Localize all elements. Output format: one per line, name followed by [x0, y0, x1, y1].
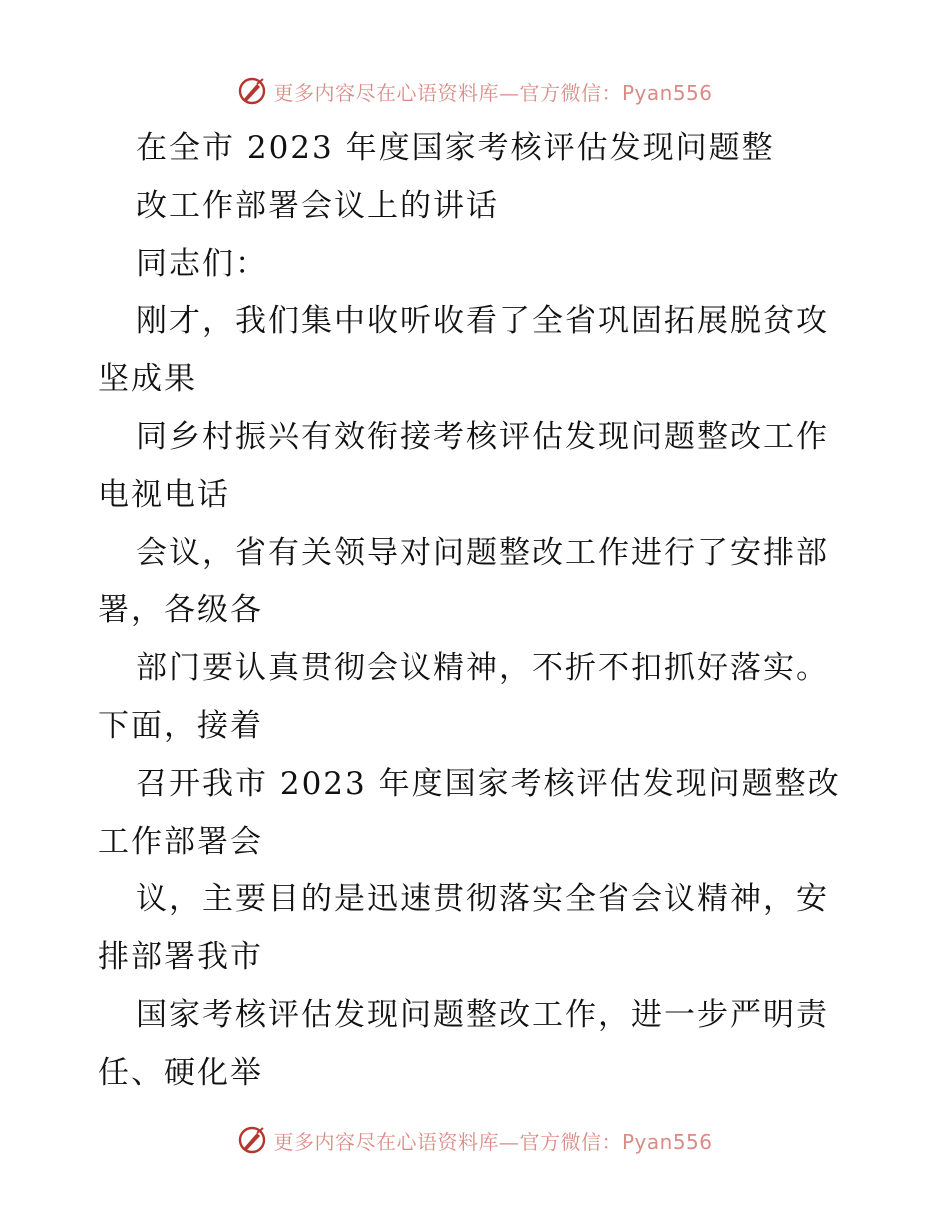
- body-line: 排部署我市: [98, 939, 263, 976]
- salutation: 同志们：: [136, 245, 268, 282]
- title-line-2: 改工作部署会议上的讲话: [136, 187, 499, 224]
- body-line: 国家考核评估发现问题整改工作，进一步严明责: [136, 996, 829, 1033]
- quill-pen-circle-icon: [237, 1125, 267, 1155]
- body-line: 刚才，我们集中收听收看了全省巩固拓展脱贫攻: [136, 303, 829, 340]
- watermark-text: 更多内容尽在心语资料库—官方微信：Pyan556: [273, 80, 713, 105]
- body-line: 任、硬化举: [98, 1054, 263, 1091]
- header-watermark: [0, 71, 950, 111]
- body-line: 部门要认真贯彻会议精神，不折不扣抓好落实。: [136, 650, 829, 687]
- watermark-text: 更多内容尽在心语资料库—官方微信：Pyan556: [273, 1129, 713, 1154]
- watermark-wechat-id: Pyan556: [621, 80, 713, 105]
- body-line: 议，主要目的是迅速贯彻落实全省会议精神，安: [136, 881, 829, 918]
- body-line: 会议，省有关领导对问题整改工作进行了安排部: [136, 534, 829, 571]
- watermark-wechat-id: Pyan556: [621, 1129, 713, 1154]
- body-line: 下面，接着: [98, 707, 263, 744]
- body-paragraph: [98, 293, 858, 1102]
- body-line: 坚成果: [98, 361, 197, 398]
- quill-pen-circle-icon: [237, 76, 267, 106]
- body-line: 召开我市 2023 年度国家考核评估发现问题整改: [136, 765, 841, 802]
- body-line: 同乡村振兴有效衔接考核评估发现问题整改工作: [136, 418, 829, 455]
- footer-watermark: [0, 1120, 950, 1160]
- body-line: 电视电话: [98, 476, 230, 513]
- title-line-1: 在全市 2023 年度国家考核评估发现问题整: [136, 130, 775, 166]
- document-body: [98, 120, 858, 1103]
- body-line: 署，各级各: [98, 592, 263, 629]
- body-line: 工作部署会: [98, 823, 263, 860]
